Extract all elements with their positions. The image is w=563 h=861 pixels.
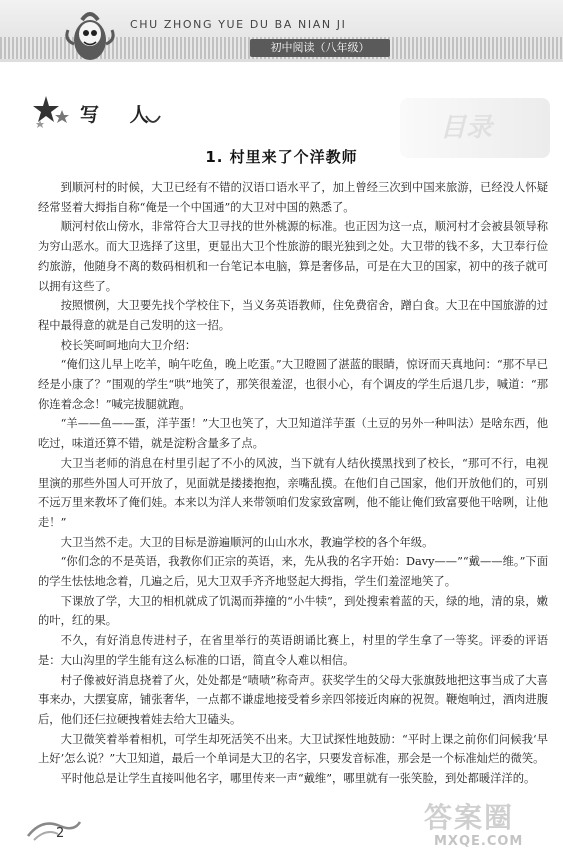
paragraph: 下课放了学，大卫的相机就成了饥渴而莽撞的“小牛犊”，到处搜索着蓝的天，绿的地，清的泉，嫩的叶，红的果。: [38, 594, 548, 628]
paragraph: 平时他总是让学生直接叫他名字，哪里传来一声“戴维”，哪里就有一张笑脸，到处都暖洋洋的。: [60, 772, 536, 786]
site-watermark: [416, 796, 556, 856]
watermark-logo-text: 答案圈: [424, 801, 515, 834]
watermark-url: MXQE.COM: [434, 834, 524, 849]
header-pinyin: CHU ZHONG YUE DU BA NIAN JI: [130, 18, 347, 31]
article-body: [38, 178, 548, 789]
mascot-icon: [60, 6, 120, 64]
paragraph: 顺河村依山傍水，非常符合大卫寻找的世外桃源的标准。也正因为这一点，顺河村才会被县领导称为穷山恶水。而大卫选择了这里，更显出大卫个性旅游的眼光独到之处。大卫带的钱不多，大卫奉行俭约旅游，他随身不离的数码相机和一台笔记本电脑，算是奢侈品，可是在大卫的国家，初中的孩子就可以拥有这些了。: [38, 220, 548, 293]
paragraph: “你们念的不是英语，我教你们正宗的英语，来，先从我的名字开始：Davy——”“戴——维。”下面的学生怯怯地念着，几遍之后，见大卫双手齐齐地竖起大拇指，学生们羞涩地笑了。: [38, 555, 548, 589]
paragraph: 大卫微笑着举着相机，可学生却死活笑不出来。大卫试探性地鼓励：“平时上课之前你们问候我‘早上好’怎么说？”大卫知道，最后一个单词是大卫的名字，只要发音标准，那会是一个标准灿烂的微笑。: [38, 732, 548, 766]
page-number: 2: [56, 826, 65, 841]
page-header: [0, 0, 563, 62]
book-title: 初中阅读（八年级）: [250, 39, 390, 57]
paragraph: 到顺河村的时候，大卫已经有不错的汉语口语水平了，加上曾经三次到中国来旅游，已经没人怀疑经常竖着大拇指自称“俺是一个中国通”的大卫对中国的熟悉了。: [38, 181, 548, 214]
smile-icon: [144, 112, 162, 128]
section-marker: [32, 94, 172, 134]
paragraph: “俺们这儿早上吃羊，晌午吃鱼，晚上吃蛋。”大卫瞪圆了湛蓝的眼睛，惊讶而天真地问：“那不早已经是小康了？”围观的学生“哄”地笑了，那笑很羞涩，也很小心，有个调皮的学生后退几步，喊道：“那你连着念念！”喊完拔腿就跑。: [38, 358, 548, 411]
paragraph: 不久，有好消息传进村子，在省里举行的英语朗诵比赛上，村里的学生拿了一等奖。评委的评语是：大山沟里的学生能有这么标准的口语，简直令人难以相信。: [38, 634, 548, 667]
chapter-title: 1. 村里来了个洋教师: [205, 148, 358, 166]
star-icon: [32, 94, 72, 130]
paragraph: 校长笑呵呵地向大卫介绍：: [60, 338, 197, 352]
section-title: 写 人: [80, 104, 161, 126]
paragraph: 大卫当然不走。大卫的目标是游遍顺河的山山水水，教遍学校的各个年级。: [60, 535, 434, 549]
contents-watermark: 目录: [400, 98, 550, 158]
paragraph: 村子像被好消息挠着了火，处处都是“啧啧”称奇声。获奖学生的父母大张旗鼓地把这事当成了大喜事来办，大摆宴席，铺张奢华，一点都不谦虚地接受着乡亲四邻接近肉麻的祝贺。鞭炮响过，酒肉进腹后，他们还仨拉硬拽着娃去给大卫磕头。: [38, 673, 548, 726]
paragraph: “羊——鱼——蛋，洋芋蛋！”大卫也笑了，大卫知道洋芋蛋（土豆的另外一种叫法）是啥东西，他吃过，味道还算不错，就是淀粉含量多了点。: [38, 417, 548, 451]
leaf-decoration-icon: [24, 814, 84, 844]
paragraph: 大卫当老师的消息在村里引起了不小的风波，当下就有人结伙摸黑找到了校长，“那可不行，电视里演的那些外国人可开放了，见面就是搂搂抱抱，亲嘴乱摸。在他们自己国家，他们开放他们的，可别不远万里来教坏了俺们娃。本来以为洋人来带领咱们发家致富咧，他不能让俺们致富要他干啥咧，让他走！”: [38, 456, 548, 529]
paragraph: 按照惯例，大卫要先找个学校住下，当义务英语教师，住免费宿舍，蹭白食。大卫在中国旅游的过程中最得意的就是自己发明的这一招。: [38, 299, 548, 332]
